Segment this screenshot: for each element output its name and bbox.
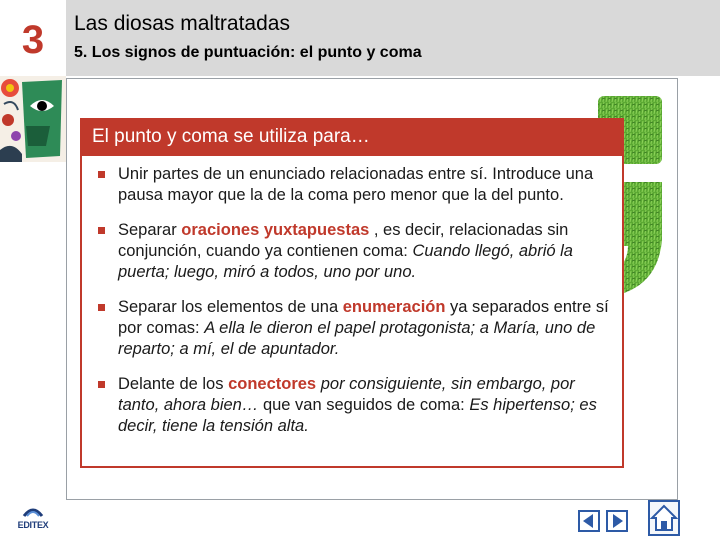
arrow-right-icon xyxy=(608,512,626,530)
highlighted-term: conectores xyxy=(228,375,317,393)
bullet-item xyxy=(94,374,620,437)
bullet-list xyxy=(94,164,620,451)
example-text: A ella le dieron el papel protagonista; a María, uno de reparto; a mí, el de apuntador. xyxy=(118,319,596,358)
logo-text: EDITEX xyxy=(17,520,49,530)
bullet-marker-icon xyxy=(98,381,105,388)
bullet-item xyxy=(94,164,620,206)
semicolon-uses-panel xyxy=(80,118,624,468)
bullet-item xyxy=(94,297,620,360)
bullet-text: Separar xyxy=(118,221,182,239)
home-icon xyxy=(650,502,678,534)
bullet-text: Delante de los xyxy=(118,375,229,393)
bullet-text: Unir partes de un enunciado relacionadas entre sí. Introduce una pausa mayor que la de la coma pero menor que la del punto. xyxy=(118,165,594,204)
previous-button[interactable] xyxy=(578,510,600,532)
bullet-marker-icon xyxy=(98,227,105,234)
highlighted-term: oraciones yuxtapuestas xyxy=(181,221,370,239)
example-text: Es hipertenso; es decir, tiene la tensión alta. xyxy=(118,396,597,435)
arrow-left-icon xyxy=(580,512,598,530)
editex-logo-icon xyxy=(12,502,54,520)
home-button[interactable] xyxy=(648,500,680,536)
editex-logo xyxy=(12,502,54,536)
bullet-marker-icon xyxy=(98,304,105,311)
example-text: por consiguiente, sin embargo, por tanto, ahora bien… xyxy=(118,375,575,414)
example-text: Cuando llegó, abrió la puerta; luego, miró a todos, uno por uno. xyxy=(118,242,573,281)
bullet-marker-icon xyxy=(98,171,105,178)
page-title: Las diosas maltratadas xyxy=(74,12,290,35)
bullet-text: que van seguidos de coma: xyxy=(258,396,470,414)
bullet-item xyxy=(94,220,620,283)
bullet-text: , es decir, relacionadas sin conjunción, cuando ya contienen coma: xyxy=(118,221,569,260)
page-subtitle: 5. Los signos de puntuación: el punto y coma xyxy=(74,44,422,61)
bullet-text: Separar los elementos de una xyxy=(118,298,343,316)
bullet-text: ya separados entre sí por comas: xyxy=(118,298,609,337)
panel-heading: El punto y coma se utiliza para… xyxy=(82,120,622,156)
decorative-face-illustration xyxy=(0,76,66,162)
chapter-number: 3 xyxy=(0,0,66,76)
next-button[interactable] xyxy=(606,510,628,532)
highlighted-term: enumeración xyxy=(342,298,446,316)
